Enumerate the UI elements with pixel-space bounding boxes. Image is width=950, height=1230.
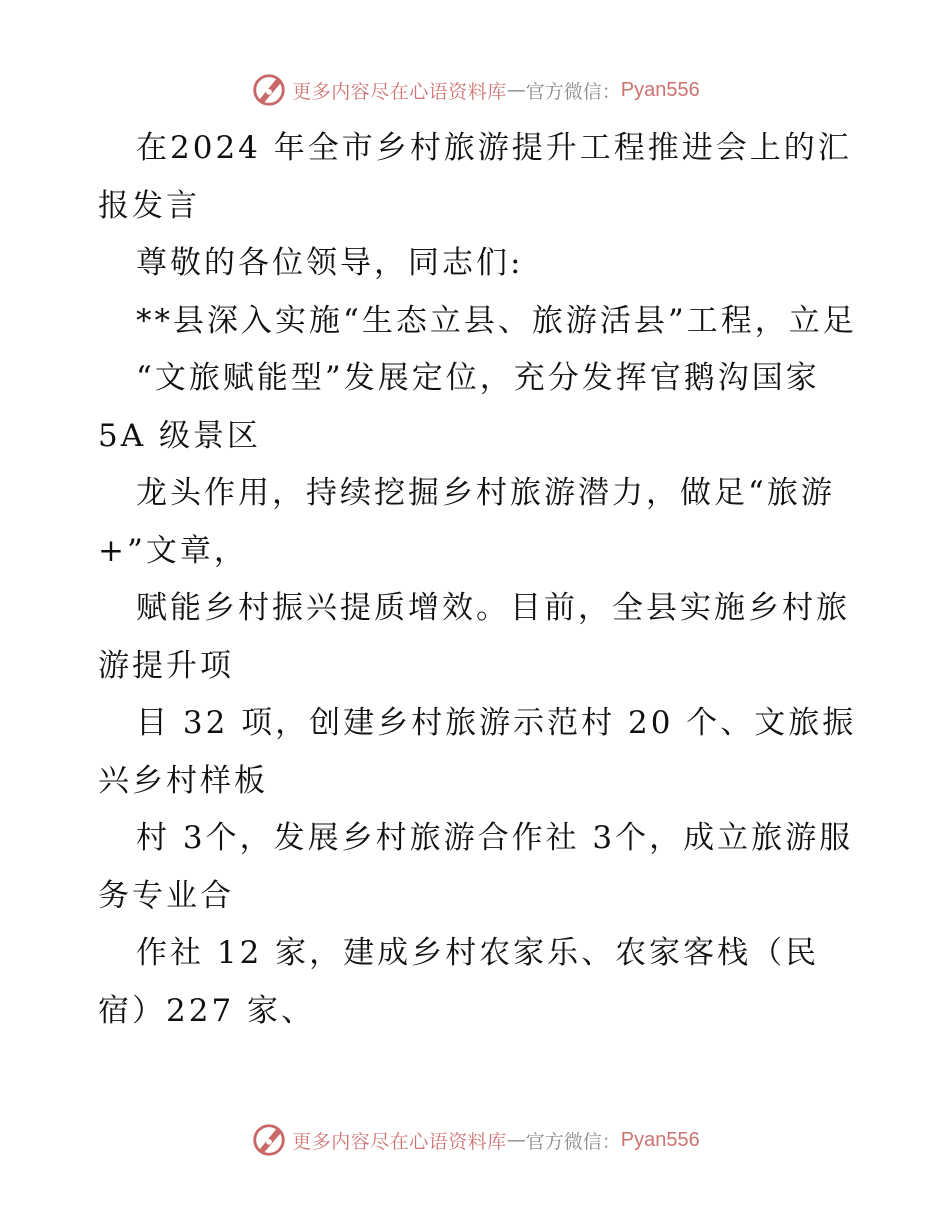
paragraph: 村 3个，发展乡村旅游合作社 3个，成立旅游服务专业合 [98, 820, 854, 914]
salutation: 尊敬的各位领导，同志们: [136, 245, 524, 281]
paragraph: **县深入实施“生态立县、旅游活县”工程，立足 [136, 302, 857, 339]
watermark-banner-top [0, 70, 950, 110]
pen-logo-icon [250, 71, 288, 109]
watermark-wechat-label: 官方微信： [525, 1130, 621, 1153]
document-title: 在2024 年全市乡村旅游提升工程推进会上的汇报发言 [98, 130, 852, 224]
watermark-wechat-id: Pyan556 [620, 78, 700, 101]
watermark-wechat-label: 官方微信： [525, 80, 621, 103]
watermark-text: 更多内容尽在心语资料库 [292, 1130, 507, 1153]
paragraph: 赋能乡村振兴提质增效。目前，全县实施乡村旅游提升项 [98, 590, 850, 684]
watermark-separator: — [506, 79, 526, 101]
document-body [98, 120, 858, 1040]
paragraph: 目 32 项，创建乡村旅游示范村 20 个、文旅振兴乡村样板 [98, 705, 857, 799]
paragraph: “文旅赋能型”发展定位，充分发挥官鹅沟国家5A 级景区 [98, 360, 820, 454]
watermark-wechat-id: Pyan556 [620, 1128, 700, 1151]
watermark-separator: — [506, 1129, 526, 1151]
paragraph: 作社 12 家，建成乡村农家乐、农家客栈（民宿）227 家、 [98, 935, 820, 1029]
watermark-text: 更多内容尽在心语资料库 [292, 80, 507, 103]
watermark-banner-bottom [0, 1120, 950, 1160]
pen-logo-icon [250, 1121, 288, 1159]
paragraph: 龙头作用，持续挖掘乡村旅游潜力，做足“旅游+”文章， [98, 475, 835, 569]
